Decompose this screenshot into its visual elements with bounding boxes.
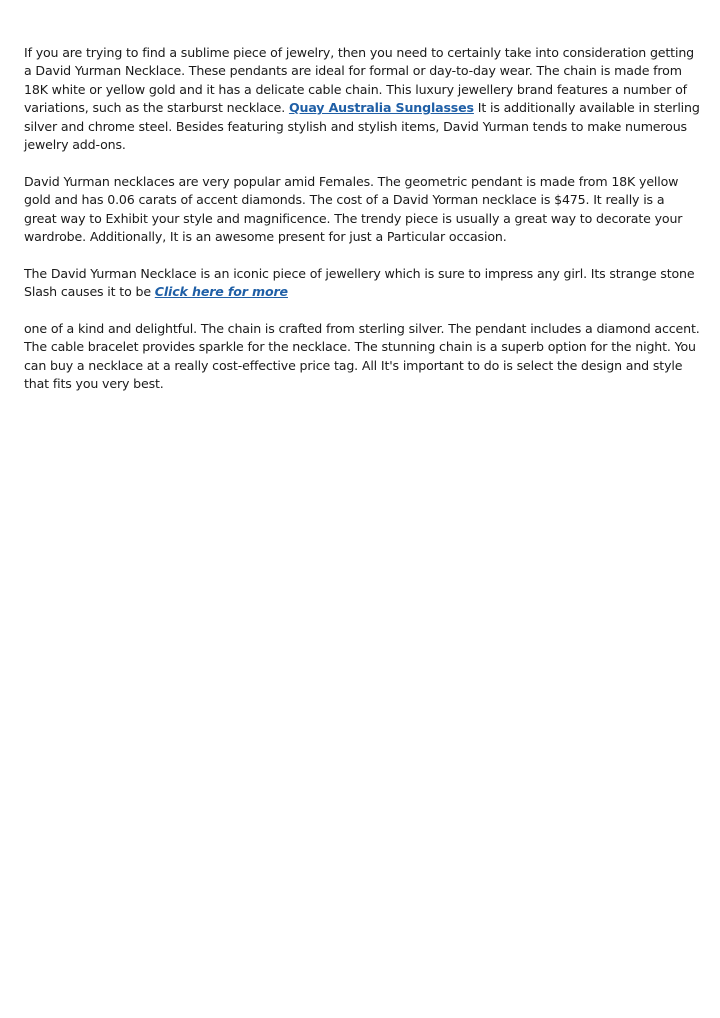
paragraph-1-text-continued: It is additionally available in sterling silver and chrome steel. Besides featuring stylish and stylish items, David Yurman tends to make numerous jewelry add-ons. — [24, 100, 700, 153]
paragraph-1 — [24, 44, 700, 154]
paragraph-2: David Yurman necklaces are very popular amid Females. The geometric pendant is made from 18K yellow gold and has 0.06 carats of accent diamonds. The cost of a David Yorman necklace is $475. It really is a great way to Exhibit your style and magnificence. The trendy piece is usually a great way to decorate your wardrobe. Additionally, It is an awesome present for just a Particular occasion. — [24, 173, 683, 245]
quay-australia-sunglasses-link[interactable]: Quay Australia Sunglasses — [288, 100, 474, 116]
paragraph-1-text: If you are trying to find a sublime piece of jewelry, then you need to certainly take into consideration getting a David Yurman Necklace. These pendants are ideal for formal or day-to-day wear. The chain is made from 18K white or yellow gold and it has a delicate cable chain. This luxury jewellery brand features a number of variations, such as the starburst necklace. — [24, 45, 694, 116]
click-here-for-more-link[interactable]: Click here for more — [154, 284, 288, 300]
document-body — [24, 44, 700, 412]
paragraph-4: one of a kind and delightful. The chain is crafted from sterling silver. The pendant includes a diamond accent. The cable bracelet provides sparkle for the necklace. The stunning chain is a superb option for the night. You can buy a necklace at a really cost-effective price tag. All It's important to do is select the design and style that fits you very best. — [24, 321, 700, 392]
paragraph-3 — [24, 265, 700, 302]
paragraph-3-text: The David Yurman Necklace is an iconic piece of jewellery which is sure to impress any girl. Its strange stone Slash causes it to be — [24, 265, 695, 300]
